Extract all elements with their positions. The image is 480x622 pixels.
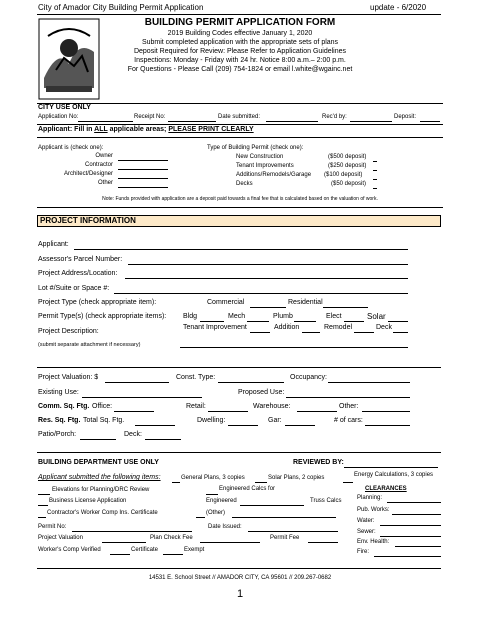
permit-decks-deposit: ($50 deposit) [331,181,367,187]
date-submitted-label: Date submitted: [218,114,261,120]
deck-sqft-field[interactable] [145,439,181,440]
city-title: City of Amador City Building Permit Application [38,3,204,12]
fill-instruction: Applicant: Fill in ALL applicable areas; PLEASE PRINT CLEARLY [38,126,254,133]
deposit-note: Note: Funds provided with application are a deposit paid towards a final fee that is calculated based on the valuation of work. [102,196,378,202]
water-field[interactable] [380,525,441,526]
permit-tenant-field[interactable] [373,170,377,171]
warehouse-label: Warehouse: [253,403,291,410]
lot-suite-label: Lot #/Suite or Space #: [38,285,110,292]
application-no-label: Application No: [38,114,79,120]
elect-field[interactable] [344,321,364,322]
reviewed-by-field[interactable] [344,467,438,468]
elevations-field[interactable] [38,494,50,495]
permit-decks-field[interactable] [373,188,377,189]
solar-plans-label: Solar Plans, 2 copies [268,475,325,481]
permit-no-label: Permit No: [38,524,67,530]
certificate-label: Certificate [131,547,159,553]
cars-label: # of cars: [334,417,363,424]
remodel-field[interactable] [354,332,374,333]
project-type-label: Project Type (check appropriate item): [38,299,157,306]
date-issued-label: Date Issued: [208,524,242,530]
engineered-calcs-label: Engineered Calcs for [219,486,276,492]
plumb-label: Plumb [273,313,293,320]
solar-label: Solar [367,312,386,321]
applicant-name-label: Applicant: [38,241,69,248]
permit-decks-label: Decks [236,181,253,187]
recd-by-label: Rec'd by: [322,114,347,120]
applicant-architect-field[interactable] [118,178,168,179]
residential-field[interactable] [323,307,368,308]
solar-plans-field[interactable] [255,482,267,483]
parcel-number-field[interactable] [128,264,408,265]
fill-rule-bottom [37,137,443,138]
energy-calcs-label: Energy Calculations, 3 copies [354,472,434,478]
date-submitted-field[interactable] [266,121,318,122]
patio-label: Patio/Porch: [38,431,77,438]
bldg-field[interactable] [200,321,224,322]
addition-label: Addition [274,324,300,331]
business-license-field[interactable] [38,505,48,506]
energy-calcs-field[interactable] [343,482,353,483]
page-number: 1 [236,588,244,600]
const-type-label: Const. Type: [176,374,216,381]
mech-label: Mech [228,313,246,320]
project-address-field[interactable] [125,278,408,279]
sewer-field[interactable] [380,536,441,537]
reviewed-by-label: REVIEWED BY: [293,459,344,466]
other-sqft-field[interactable] [362,411,410,412]
applicant-other-label: Other [97,180,113,186]
dept-valuation-label: Project Valuation [38,535,83,541]
pub-works-field[interactable] [392,514,441,515]
elevations-label: Elevations for Planning/DRC Review [52,487,150,493]
note-rule [37,207,443,208]
header-rule [37,14,441,15]
date-issued-field[interactable] [248,531,338,532]
header-line-3: Deposit Required for Review: Please Refer to Application Guidelines [133,48,347,55]
truss-calcs-label: Truss Calcs [310,498,342,504]
commercial-field[interactable] [250,307,286,308]
total-sqft-label: Total Sq. Ftg. [83,417,125,424]
total-sqft-field[interactable] [135,425,175,426]
plan-check-fee-field[interactable] [200,542,260,543]
dwelling-label: Dwelling: [197,417,226,424]
recd-by-field[interactable] [350,121,392,122]
office-field[interactable] [114,411,154,412]
engineered-calcs-field[interactable] [206,494,218,495]
lot-suite-field[interactable] [114,293,408,294]
application-no-field[interactable] [78,121,133,122]
business-license-label: Business License Application [49,498,127,504]
permit-new-construction-field[interactable] [373,161,377,162]
header-line-1: 2019 Building Codes effective January 1, 2020 [167,30,313,37]
other-sqft-label: Other: [339,403,359,410]
permit-fee-field[interactable] [308,542,338,543]
project-description-note: (submit separate attachment if necessary) [38,342,141,348]
applicant-owner-field[interactable] [118,160,168,161]
clearances-heading: CLEARANCES [365,486,407,492]
project-description-field[interactable] [180,347,408,348]
workers-comp-verified-field[interactable] [110,554,130,555]
engineered-label: Engineered [206,498,237,504]
dept-valuation-field[interactable] [102,542,146,543]
permit-type-label: Type of Building Permit (check one): [207,145,304,151]
applicant-name-field[interactable] [74,249,408,250]
city-use-label: CITY USE ONLY [38,104,91,111]
permit-new-construction-deposit: ($500 deposit) [328,154,367,160]
garage-label: Gar: [268,417,282,424]
exempt-label: Exempt [184,547,205,553]
dept-use-label: BUILDING DEPARTMENT USE ONLY [38,459,159,466]
project-valuation-field[interactable] [105,382,169,383]
patio-field[interactable] [80,439,116,440]
other-item-field[interactable] [232,517,336,518]
certificate-field[interactable] [163,554,183,555]
city-use-rule [37,103,443,104]
applicant-contractor-field[interactable] [118,169,168,170]
res-sqft-label: Res. Sq. Ftg. [38,417,81,424]
addition-field[interactable] [302,332,320,333]
sewer-label: Sewer: [357,529,376,535]
office-label: Office: [92,403,113,410]
retail-field[interactable] [208,411,248,412]
permit-additions-deposit: ($100 deposit) [324,172,363,178]
engineered-field[interactable] [240,505,304,506]
deck-type-field[interactable] [393,332,408,333]
planning-field[interactable] [387,502,441,503]
header-line-4: Inspections: Monday - Friday with 24 hr. Notice 8:00 a.m.– 2:00 p.m. [134,57,346,64]
tenant-improvement-field[interactable] [250,332,270,333]
env-health-label: Env. Health: [357,539,390,545]
applicant-other-field[interactable] [118,187,168,188]
valuation-rule [37,452,441,453]
form-title: BUILDING PERMIT APPLICATION FORM [144,17,336,28]
project-info-heading: PROJECT INFORMATION [40,216,136,225]
other-item-label: (Other) [206,510,226,516]
permit-additions-field[interactable] [373,179,377,180]
receipt-no-field[interactable] [168,121,216,122]
elect-label: Elect [326,313,342,320]
fire-label: Fire: [357,549,369,555]
workers-comp-cert-label: Contractor's Worker Comp Ins. Certificate [47,510,158,516]
project-address-label: Project Address/Location: [38,270,118,277]
retail-label: Retail: [186,403,206,410]
mech-field[interactable] [247,321,269,322]
fire-field[interactable] [374,556,441,557]
permit-new-construction-label: New Construction [236,154,284,160]
tenant-improvement-label: Tenant Improvement [183,324,247,331]
update-date: update - 6/2020 [370,3,427,12]
garage-field[interactable] [285,425,315,426]
occupancy-field[interactable] [328,382,410,383]
water-label: Water: [357,518,375,524]
header-line-2: Submit completed application with the appropriate sets of plans [141,39,339,46]
workers-comp-verified-label: Worker's Comp Verified [38,547,101,553]
submitted-items-label: Applicant submitted the following items: [38,474,161,481]
applicant-is-label: Applicant is (check one): [38,145,104,151]
permit-tenant-deposit: ($250 deposit) [328,163,367,169]
fill-rule [37,124,443,125]
permit-additions-label: Additions/Remodels/Garage [236,172,312,178]
plumb-field[interactable] [294,321,316,322]
header-line-5: For Questions - Please Call (209) 754-1824 or email l.white@wgainc.net [127,66,353,73]
pub-works-label: Pub. Works: [357,507,390,513]
applicant-contractor-label: Contractor [84,162,113,168]
workers-comp-cert-field[interactable] [38,517,46,518]
existing-use-label: Existing Use: [38,389,79,396]
deposit-field[interactable] [420,121,440,122]
existing-use-field[interactable] [82,397,202,398]
bldg-label: Bldg [183,313,198,320]
warehouse-field[interactable] [297,411,337,412]
general-plans-field[interactable] [172,482,180,483]
applicant-owner-label: Owner [95,153,113,159]
const-type-field[interactable] [218,382,284,383]
deck-sqft-label: Deck: [124,431,142,438]
cars-field[interactable] [365,425,410,426]
deck-type-label: Deck [376,324,392,331]
commercial-label: Commercial [207,299,245,306]
remodel-label: Remodel [324,324,353,331]
plan-check-fee-label: Plan Check Fee [150,535,193,541]
project-valuation-label: Project Valuation: $ [38,374,99,381]
proposed-use-field[interactable] [286,397,410,398]
parcel-number-label: Assessor's Parcel Number: [38,256,123,263]
receipt-no-label: Receipt No: [134,114,166,120]
permit-no-field[interactable] [72,531,192,532]
permit-fee-label: Permit Fee [270,535,300,541]
permit-types-label: Permit Type(s) (check appropriate items): [38,313,167,320]
project-info-rule [37,367,441,368]
dept-rule [37,568,441,569]
deposit-label: Deposit: [394,114,417,120]
env-health-field[interactable] [395,546,441,547]
other-item-check[interactable] [196,517,205,518]
project-description-label: Project Description: [38,328,99,335]
dwelling-field[interactable] [228,425,258,426]
residential-label: Residential [288,299,323,306]
comm-sqft-label: Comm. Sq. Ftg. [38,403,90,410]
general-plans-label: General Plans, 3 copies [181,475,245,481]
proposed-use-label: Proposed Use: [238,389,285,396]
permit-tenant-label: Tenant Improvements [236,163,294,169]
occupancy-label: Occupancy: [290,374,327,381]
solar-field[interactable] [388,321,408,322]
planning-label: Planning: [357,495,383,501]
applicant-architect-label: Architect/Designer [63,171,113,177]
footer-address: 14531 E. School Street // AMADOR CITY, CA 95601 // 209.267-0682 [148,575,332,581]
